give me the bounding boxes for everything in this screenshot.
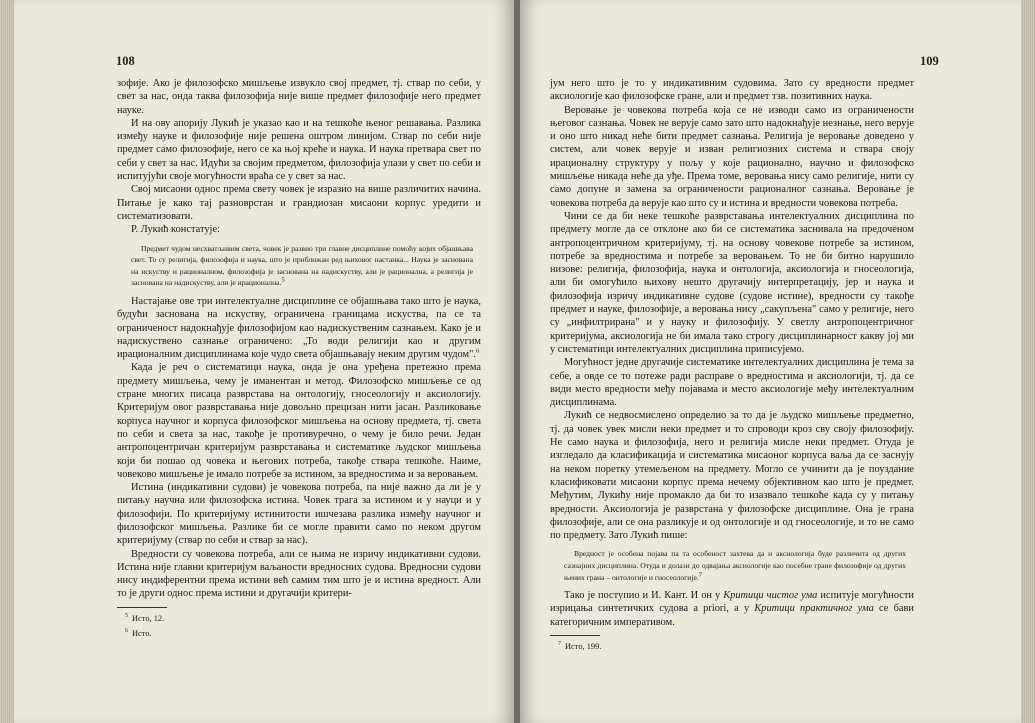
left-page-text	[117, 77, 481, 639]
quote-text: Вредност је особена појава па та особеност захтева да и аксиологија буде различита од других сазнајних дисциплина. Отуда и долази до одвајања аксиологије као посебне гране филозофије од других њених грана – онтологије и гносеологије.	[564, 549, 906, 582]
right-page	[520, 0, 1021, 723]
footnote-text: Исто, 199.	[565, 641, 602, 651]
paragraph-text: испитује могућности изрицања синтетичких судова a priori, а у	[550, 590, 914, 615]
paragraph-text: Настајање ове три интелектуалне дисциплине се објашњава тако што је наука, будући заснована на искуству, ограничена границама искуства, па се та ограниченост надокнађује филозофијом као надискуственим сазнањем. Како је и надискуствено сазнање ограничено: „То води религији као и другим ирационалним дисциплинама које чудо света објашњавају неким другим чудом".	[117, 295, 481, 361]
footnote-text: Исто.	[132, 628, 152, 638]
paragraph: Лукић се недвосмислено определио за то да је људско мишљење предметно, тј. да човек увек мисли неки предмет и то спроводи кроз сву своју филозофију. Не само наука и филозофија, него и религија мисле неки предмет. Отуда је изгледало да класификација и систематика мисаоног корпуса ваља да се заснују на неком поретку утемељеном на предмету. Могло се учинити да је поуздание класификовати мисаони корпус према нечему објективном као што је предмет. Међутим, Лукићу није промакло да би то изазвало тешкоће када су у питању вредности. Аксиологија је разврстана у филозофске дисциплине. Она је грана филозофије, али се она разликује и од онтологије и од гносеологије, и то не само по предмету. Зато Лукић пише:	[550, 410, 914, 542]
page-number: 108	[116, 54, 135, 68]
footnote-ref: 7	[698, 571, 702, 579]
footnote	[558, 638, 914, 653]
block-quote	[564, 548, 906, 583]
footnote-number: 5	[125, 612, 128, 619]
book-title: Критици чистог ума	[723, 590, 818, 602]
footnote-ref: 6	[475, 347, 480, 355]
page-edges-left	[0, 0, 14, 723]
footnote	[125, 625, 481, 640]
paragraph: Истина (индикативни судови) је човекова потреба, па није важно да ли је у питању научна или филозофска истина. Човек трага за истином и у науци и у филозофији. По критеријуму истинитости ишчезава разлика између научног и филозофског мишљења. Разлике би се могле правити само по неком другом критеријуму (ствар по себи и ствар за нас).	[117, 482, 481, 547]
paragraph-text: се бави категоричним императивом.	[550, 603, 914, 628]
paragraph: Веровање је човекова потреба која се не изводи само из ограничености његовог сазнања. Човек не верује само зато што надокнађује незнање, него верује и оно што никад неће бити предмет сазнања. Религија је веровање доведено у систем, али човек верује и изван религиозних система и ствара своју ирационалну структуру у пољу у које рационално, научно и филозофско мишљење никада неће да уђе. Према томе, веровања нису само религије, нити су само допуне и замена за ограничености рационалног сазнања. Веровање је човекова потреба да верује као што су и истина и вредности човекова потреба.	[550, 104, 914, 209]
footnote	[125, 610, 481, 625]
left-page	[14, 0, 514, 723]
paragraph: зофије. Ако је филозофско мишљење извукло свој предмет, тј. ствар по себи, у свет за нас, онда таква филозофија није више предмет филозофије него предмет науке.	[117, 78, 481, 116]
paragraph: Р. Лукић констатује:	[131, 224, 220, 236]
page-number: 109	[920, 54, 939, 68]
footnote-number: 7	[558, 641, 561, 648]
right-page-text	[550, 77, 914, 653]
paragraph: И на ову апорију Лукић је указао као и на тешкоће њеног решавања. Разлика између науке и филозофије није решена оштром линијом. Ствар по себи није предмет само филозофије, него се ка њој креће и наука. И наука претвара свет по себи у свет за нас. Идући за својим предметом, филозофија улази у свет по себи и испитујући своје могућности враћа се у свет за нас.	[117, 117, 481, 183]
paragraph-text: Тако је поступио и И. Кант. И он у	[564, 590, 724, 602]
footnote-ref: 5	[281, 276, 285, 284]
book-title: Критици практичног ума	[754, 603, 874, 615]
paragraph	[117, 295, 481, 361]
paragraph: Свој мисаони однос према свету човек је изразио на више различитих начина. Питање је како тај разноврстан и грандиозан мисаони корпус уредити и систематизовати.	[117, 184, 481, 222]
footnote-number: 6	[125, 627, 128, 634]
footnote-rule	[117, 607, 167, 608]
paragraph: Чини се да би неке тешкоће разврставања интелектуалних дисциплина по предмету могле да се отклоне ако би се систематика заснивала на предоченом антропоцентричном критеријуму, тј. на основу човекове потребе за истином, потребе за вредностима и потребе за веровањем. То не би битно нарушило низове: религија, филозофија, наука и онтологија, аксиологија и гносеологија, али би омогућило њихову нешто другачију интерпретацију, јер и наука и филозофија изричу индикативне судове (судове истине), вредности су такође предмет и науке, филозофије, а веровања нису „сакупљена" само у религије, него су „инфилтрирана" и у науку и филозофију. У светлу антропоцентричног критеријума, аксиологија не би имала тако строгу дисциплинарност какву јој ми у систематици интелектуалних дисциплина приписујемо.	[550, 210, 914, 355]
block-quote	[131, 243, 473, 289]
paragraph: јум него што је то у индикативним судовима. Зато су вредности предмет аксиологије као филозофске гране, али и предмет тзв. позитивних наука.	[550, 78, 914, 103]
paragraph: Могућност једне другачије систематике интелектуалних дисциплина је тема за себе, а овде се то потеже ради расправе о вредностима и аксиологији, тј. да се види место вредности међу појавама и место аксиологије међу интелектуалним дисциплинама.	[550, 357, 914, 409]
footnote-rule	[550, 635, 600, 636]
paragraph: Вредности су човекова потреба, али се њима не изричу индикативни судови. Истина није главни критеријум ваљаности вредносних судова. Вредносни судови нису индиферентни према истини већ самим тим што је и истина вредност. Али то је други однос према истини и другачији критери-	[117, 548, 481, 600]
footnote-text: Исто, 12.	[132, 613, 165, 623]
page-edges-right	[1021, 0, 1035, 723]
quote-text: Предмет чудом несхватљивим света, човек је развио три главне дисциплине помоћу којих објашњава свет. То су религија, филозофија и наука, што је приближан ред њиховог настанка... Наука је заснована на искуству и рационалном, филозофија је заснована на надискуству, али је рационална, а религија је заснована на надискуству, али је ирационална.	[131, 243, 473, 288]
paragraph	[550, 589, 914, 629]
paragraph: Када је реч о систематици наука, онда је она уређена претежно према предмету мишљења, чему је иманентан и метод. Филозофско мишљење се од стране многих писаца разврстава на онтологију, гносеологију и аксиологију. Критеријум овог разврставања није довољно прецизан нити јасан. Разликовање корпуса научног и корпуса филозофског мишљења на основу предмета, тј. света по себи и света за нас, такође је противуречно, о чему је било речи. Један антропоцентричан критеријум разврставања и систематике људског мишљења који би пошао од човека и његових потреба, такође ствара тешкоће. Наиме, човеково мишљење је имало потребе за истином, за вредностима и за веровањем.	[117, 362, 481, 480]
